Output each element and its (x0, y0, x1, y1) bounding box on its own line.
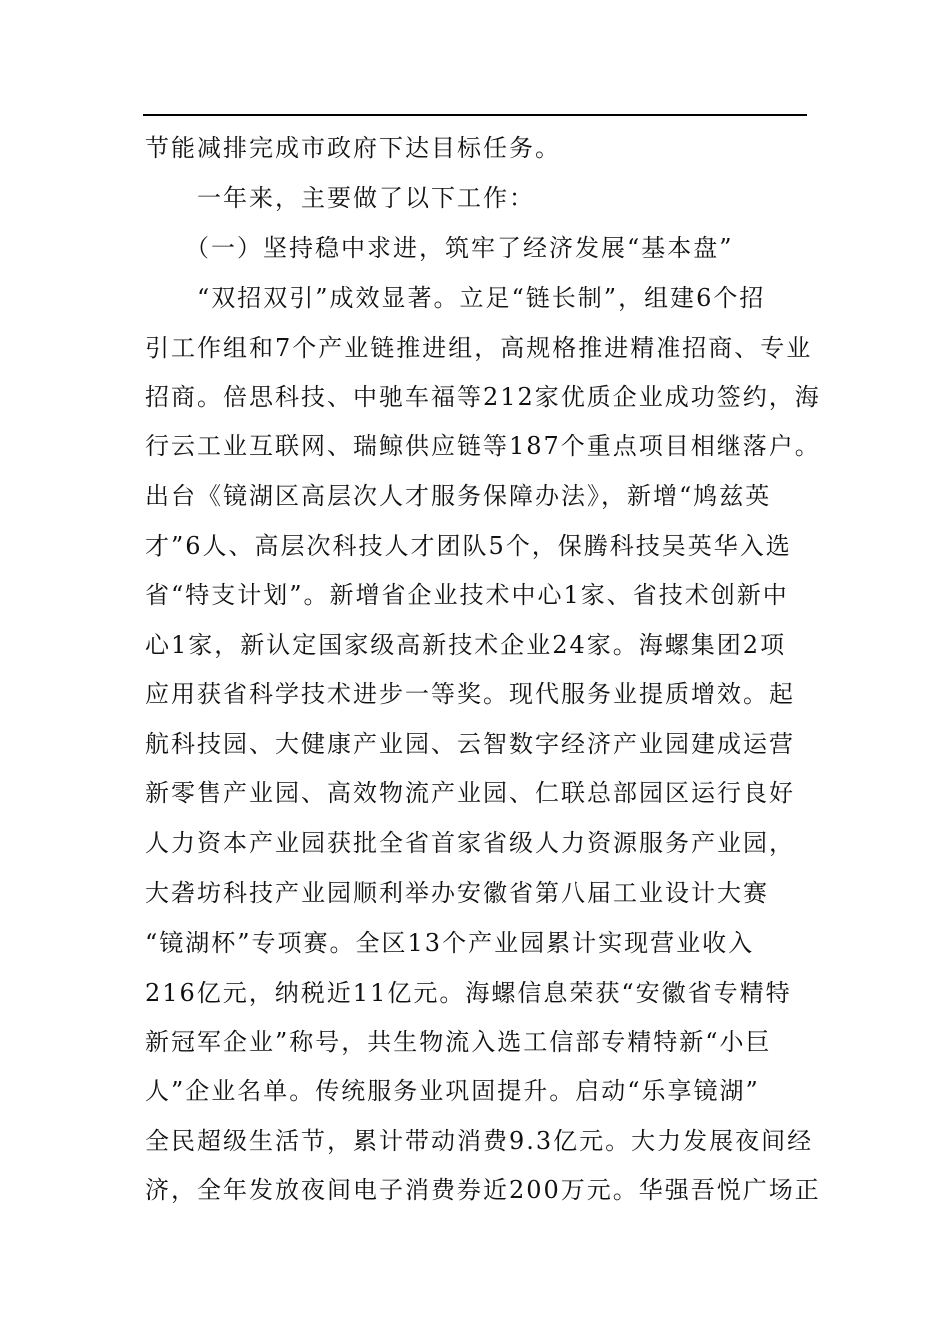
text-line: 招商。倍思科技、中驰车福等212家优质企业成功签约，海 (145, 383, 821, 411)
text-line: 引工作组和7个产业链推进组，高规格推进精准招商、专业 (145, 334, 813, 362)
text-line: 人力资本产业园获批全省首家省级人力资源服务产业园， (145, 829, 795, 857)
text-line: 大砻坊科技产业园顺利举办安徽省第八届工业设计大赛 (145, 879, 769, 907)
text-line: 一年来，主要做了以下工作： (145, 184, 535, 212)
text-line: 应用获省科学技术进步一等奖。现代服务业提质增效。起 (145, 680, 795, 708)
text-line: 216亿元，纳税近11亿元。海螺信息荣获“安徽省专精特 (145, 979, 792, 1007)
text-line: “双招双引”成效显著。立足“链长制”，组建6个招 (145, 284, 766, 312)
text-line: 全民超级生活节，累计带动消费9.3亿元。大力发展夜间经 (145, 1127, 814, 1155)
text-line: 心1家，新认定国家级高新技术企业24家。海螺集团2项 (145, 631, 787, 659)
header-rule (143, 114, 807, 116)
text-line: 人”企业名单。传统服务业巩固提升。启动“乐享镜湖” (145, 1077, 760, 1105)
text-line: 航科技园、大健康产业园、云智数字经济产业园建成运营 (145, 730, 795, 758)
text-line: 新零售产业园、高效物流产业园、仁联总部园区运行良好 (145, 779, 795, 807)
text-line: 节能减排完成市政府下达目标任务。 (145, 134, 561, 162)
text-line: 才”6人、高层次科技人才团队5个，保腾科技吴英华入选 (145, 532, 792, 560)
section-heading: （一）坚持稳中求进，筑牢了经济发展“基本盘” (145, 234, 734, 262)
text-line: “镜湖杯”专项赛。全区13个产业园累计实现营业收入 (145, 929, 755, 957)
text-line: 济，全年发放夜间电子消费券近200万元。华强吾悦广场正 (145, 1176, 821, 1204)
text-line: 新冠军企业”称号，共生物流入选工信部专精特新“小巨 (145, 1028, 772, 1056)
text-line: 行云工业互联网、瑞鲸供应链等187个重点项目相继落户。 (145, 432, 821, 460)
text-line: 省“特支计划”。新增省企业技术中心1家、省技术创新中 (145, 581, 789, 609)
text-line: 出台《镜湖区高层次人才服务保障办法》，新增“鸠兹英 (145, 482, 772, 510)
